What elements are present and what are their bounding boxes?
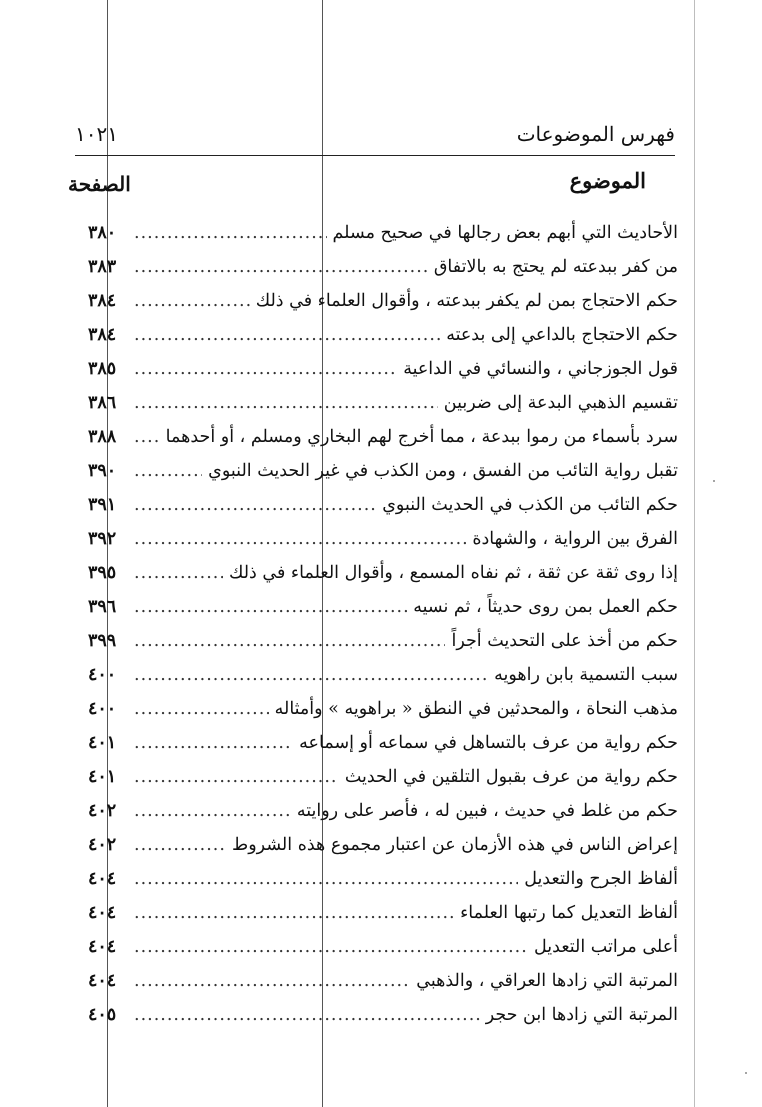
running-header-title: فهرس الموضوعات [516, 122, 675, 146]
toc-entry-page: ٤٠٢ [88, 835, 117, 855]
toc-entry [88, 318, 678, 352]
toc-entry-page: ٤٠٢ [88, 801, 117, 821]
toc-entry-page: ٤٠٤ [88, 869, 117, 889]
toc-entry [88, 624, 678, 658]
dot-leader [134, 488, 376, 522]
toc-entry-topic: حكم التائب من الكذب في الحديث النبوي [382, 495, 678, 515]
dot-leader [134, 896, 454, 930]
toc-entry-page: ٣٩٥ [88, 563, 117, 583]
toc-entry-topic: حكم رواية من عرف بالتساهل في سماعه أو إسماعه [299, 733, 678, 753]
toc-entry-page: ٣٨٥ [88, 359, 117, 379]
dot-leader [134, 658, 488, 692]
dot-leader [134, 454, 202, 488]
toc-entry-page: ٣٩٢ [88, 529, 117, 549]
page-number: ١٠٢١ [75, 122, 118, 146]
toc-entry [88, 522, 678, 556]
toc-entry-topic: مذهب النحاة ، والمحدثين في النطق « براهويه » وأمثاله [274, 699, 678, 719]
dot-leader [134, 318, 440, 352]
toc-entry-page: ٤٠٠ [88, 699, 117, 719]
toc-entry [88, 386, 678, 420]
toc-entry-topic: إعراض الناس في هذه الأزمان عن اعتبار مجموع هذه الشروط [232, 835, 678, 855]
toc-entry-topic: المرتبة التي زادها العراقي ، والذهبي [416, 971, 678, 991]
toc-entry-page: ٣٩٦ [88, 597, 117, 617]
scan-speck [713, 480, 715, 482]
toc-entry [88, 352, 678, 386]
toc-entry-topic: قول الجوزجاني ، والنسائي في الداعية [403, 359, 678, 379]
toc-entry-page: ٣٨٤ [88, 325, 117, 345]
toc-entry [88, 692, 678, 726]
toc-entry [88, 556, 678, 590]
header-rule [75, 155, 675, 156]
toc-entry-page: ٣٨٠ [88, 223, 117, 243]
toc-entry [88, 454, 678, 488]
toc-entry-page: ٣٨٣ [88, 257, 117, 277]
dot-leader [134, 692, 269, 726]
dot-leader [134, 250, 428, 284]
dot-leader [134, 352, 397, 386]
toc-entry-topic: سرد بأسماء من رموا ببدعة ، مما أخرج لهم البخاري ومسلم ، أو أحدهما [165, 427, 678, 447]
dot-leader [134, 590, 407, 624]
toc-entry [88, 590, 678, 624]
toc-entry-topic: الأحاديث التي أبهم بعض رجالها في صحيح مسلم [332, 223, 678, 243]
dot-leader [134, 522, 466, 556]
toc-entry-topic: المرتبة التي زادها ابن حجر [485, 1005, 678, 1025]
dot-leader [134, 794, 291, 828]
toc-entry-page: ٤٠١ [88, 733, 117, 753]
toc-entry [88, 658, 678, 692]
toc-entry [88, 726, 678, 760]
toc-entry-topic: سبب التسمية بابن راهويه [494, 665, 678, 685]
toc-entry-page: ٣٩١ [88, 495, 117, 515]
toc-entry-topic: حكم الاحتجاج بمن لم يكفر ببدعته ، وأقوال العلماء في ذلك [255, 291, 678, 311]
toc-entry-page: ٤٠٥ [88, 1005, 117, 1025]
toc-entry-topic: إذا روى ثقة عن ثقة ، ثم نفاه المسمع ، وأقوال العلماء في ذلك [228, 563, 678, 583]
column-heading-page: الصفحة [68, 172, 131, 196]
dot-leader [134, 930, 528, 964]
toc-entry-page: ٤٠٤ [88, 903, 117, 923]
toc-entry-page: ٣٩٠ [88, 461, 117, 481]
toc-entry [88, 896, 678, 930]
dot-leader [134, 964, 410, 998]
toc-entry-page: ٣٩٩ [88, 631, 117, 651]
toc-entry-page: ٤٠٤ [88, 937, 117, 957]
dot-leader [134, 284, 250, 318]
toc-entry [88, 216, 678, 250]
toc-entry-page: ٣٨٤ [88, 291, 117, 311]
toc-entry [88, 862, 678, 896]
toc-entry [88, 488, 678, 522]
dot-leader [134, 216, 327, 250]
dot-leader [134, 998, 480, 1032]
toc-entry-topic: حكم رواية من عرف بقبول التلقين في الحديث [344, 767, 678, 787]
toc-entry [88, 998, 678, 1032]
dot-leader [134, 760, 339, 794]
toc-entry [88, 828, 678, 862]
running-header [75, 120, 675, 152]
dot-leader [134, 862, 518, 896]
toc-entry-topic: تقسيم الذهبي البدعة إلى ضربين [443, 393, 678, 413]
toc-entry-page: ٤٠٤ [88, 971, 117, 991]
toc-entry-page: ٣٨٦ [88, 393, 117, 413]
toc-entry-topic: تقبل رواية التائب من الفسق ، ومن الكذب في غير الحديث النبوي [208, 461, 678, 481]
toc-entry-page: ٤٠١ [88, 767, 117, 787]
dot-leader [134, 726, 293, 760]
scan-margin-line-right [694, 0, 695, 1107]
dot-leader [134, 420, 160, 454]
toc-entry [88, 930, 678, 964]
toc-entry-topic: من كفر ببدعته لم يحتج به بالاتفاق [433, 257, 678, 277]
toc-entry-topic: أعلى مراتب التعديل [534, 937, 678, 957]
toc-entry [88, 284, 678, 318]
toc-entry-page: ٤٠٠ [88, 665, 117, 685]
table-of-contents [88, 216, 678, 1032]
toc-entry-topic: الفرق بين الرواية ، والشهادة [472, 529, 678, 549]
toc-entry [88, 760, 678, 794]
toc-entry-topic: حكم الاحتجاج بالداعي إلى بدعته [446, 325, 678, 345]
dot-leader [134, 386, 438, 420]
toc-entry-topic: حكم العمل بمن روى حديثاً ، ثم نسيه [413, 597, 678, 617]
toc-entry [88, 794, 678, 828]
toc-entry-topic: ألفاظ التعديل كما رتبها العلماء [460, 903, 678, 923]
column-heading-topic: الموضوع [569, 168, 646, 193]
toc-entry [88, 250, 678, 284]
toc-entry [88, 420, 678, 454]
toc-entry-topic: ألفاظ الجرح والتعديل [524, 869, 678, 889]
dot-leader [134, 556, 223, 590]
dot-leader [134, 624, 445, 658]
toc-entry-topic: حكم من أخذ على التحديث أجراً [451, 631, 678, 651]
toc-entry [88, 964, 678, 998]
scan-speck [745, 1072, 747, 1074]
toc-entry-topic: حكم من غلط في حديث ، فبين له ، فأصر على روايته [296, 801, 678, 821]
column-headings [68, 168, 646, 204]
dot-leader [134, 828, 226, 862]
toc-entry-page: ٣٨٨ [88, 427, 117, 447]
